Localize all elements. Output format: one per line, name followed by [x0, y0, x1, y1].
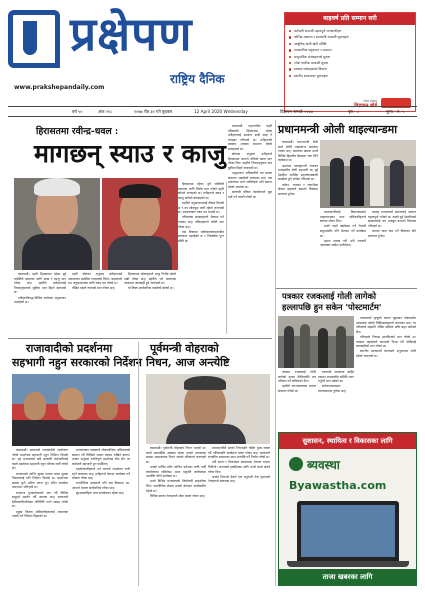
story3-text-col2: घटनाको सत्यतथ्य बाहिर ल्याउन उच्चस्तरीय समिति गठन गर्नुपर्ने माग उठेको छ। सरोकारवालाहरू घटनास्थलमा पुगेका छन्। [318, 370, 354, 393]
strip-reg: विज्ञापन सम्पर्क २०७४ [280, 109, 314, 114]
top-ad-item: आधुनिक बाली खेती प्रविधि [289, 41, 411, 47]
bottom-ad-logo-name: ब्यवस्था [307, 458, 340, 472]
masthead-title: प्रक्षेपण [70, 7, 193, 61]
story1-text-col4: काठमाडौं महानगरीय प्रहरी परिसरको हिरासतमा रहेका उनीहरूलाई सामान्य बन्दी सरह नै व्यवहार गरिएको छ। उनीहरूको स्वास्थ्य अवस्था सामान्य रहेको बताइएको छ। स्रोतका अनुसार उनीहरूले हिरासतमा आफ्नो रुचिको खाना माग गरेका थिए। प्रहरीले नियमअनुसार मात्र सुविधा दिइने जनाएको छ। अनुसन्धान अधिकारीले थप प्रमाण संकलन भइरहेको बताएका छन्। यस प्रकरणमा अन्य व्यक्तिहरू पनि संलग्न रहेको आशंका छ। सरकारी वकिल कार्यालयले मुद्दा दर्ता गर्ने तयारी गरेको छ। [228, 124, 272, 199]
bottom-ad[interactable] [278, 432, 417, 586]
story5-headline-line2[interactable]: निधन, आज अन्त्येष्टि [146, 356, 230, 369]
story4-photo [12, 374, 130, 446]
story5-photo [146, 374, 270, 444]
story5-text-col2: प्रधानमन्त्रीले उनको निधनप्रति गहिरो दुःख व्यक्त गर्दै परिवारप्रति समवेदना प्रकट गरेका छन्। सरकारले राजकीय सम्मानका साथ अन्त्येष्टि गर्ने निर्णय गरेको छ। उनी सरल र मिलनसार स्वभावका नेताका रूपमा चिनिन्थे। जनताको हकहितका लागि उनले लामो संघर्ष गरेका थिए। उनको निधनले देशले एक अनुभवी नेता गुमाएको नेताहरूले बताएका छन्। [208, 446, 270, 484]
top-ad-item: स्वास्थ्य संस्थाहरूको विवरण [289, 66, 411, 72]
masthead-website-link[interactable]: www.prakshepandaily.com [14, 84, 105, 91]
story1-headline[interactable]: मागछन् स्याउ र काजु [34, 139, 226, 168]
byawastha-logo-icon [289, 457, 303, 471]
laptop-icon [297, 501, 399, 565]
story4-headline-line1[interactable]: राजावादीको प्रदर्शनमा [26, 342, 113, 355]
story1-kicker: हिरासतमा रवीन्द्र-धवल : [36, 126, 119, 137]
top-ad-item: कर्मचारी सम्वन्धी महत्वपूर्ण जानकारीहरू [289, 28, 411, 34]
story5-text-col1: काठमाडौं। पूर्वमन्त्री वोहराको निधन भएको छ। लामो समयदेखि अस्वस्थ रहेका उनको उपचारका क्रममा अस्पतालमा निधन भएको परिवारले जनाएको छ। उनको पार्थिव शरीर अन्तिम दर्शनका लागि पार्टी कार्यालयमा राखिनेछ। आज पशुपति आर्यघाटमा अन्त्येष्टि गरिने कार्यक्रम छ। उनले विभिन्न मन्त्रालयको जिम्मेवारी सम्हालेका थिए। राजनीतिक क्षेत्रमा उनको योगदान उल्लेखनीय रहेको छ। विभिन्न दलका नेताहरूले शोक व्यक्त गरेका छन्। [146, 446, 206, 498]
top-ad-heading: बाइवर्ष प्रति सम्मान सरी [285, 13, 415, 25]
story3-text-col3: पत्रकारको मृत्युको कारण खुलाउन पोस्टमार्टम आवश्यक रहेको चिकित्सकहरूले बताएका छन्। तर परिवारले सहमति नदिँदा प्रक्रिया अघि बढ्न सकेको छैन। परिवारले निष्पक्ष छानबिनको माग गरेको छ। पत्रकार महासंघले घटनाको निन्दा गर्दै दोषीलाई कारबाहीको माग गरेको छ। स्थानीय प्रशासनले घटनाबारे अनुसन्धान जारी रहेको जनाएको छ। [356, 316, 416, 358]
top-ad-box[interactable] [284, 12, 416, 112]
top-ad-item: स्थानीय सरकारका सूचनाहरू [289, 73, 411, 79]
top-ad-footer-small: नेपाल सरकार [363, 99, 377, 103]
strip-nepali-date: २०७७ चैत्र ३० गते बुधबार [134, 109, 173, 114]
story2-text-col2: प्रधानमन्त्रीलाई विमानस्थलमा थाइल्यान्डका उच्च अधिकारीहरूले स्वागत गरेका थिए। उनले त्यहाँ बसोबास गर्ने नेपाली समुदायसँग पनि भेटघाट गर्ने कार्यक्रम छ। भ्रमण सम्पन्न गरी उनी आगामी आइतबार स्वदेश फर्कनेछन्। [320, 210, 366, 248]
top-ad-item: ज्येष्ठ नागरिक सम्बन्धी सूचना [289, 60, 411, 66]
story2-text-col1: काठमाडौं। प्रधानमन्त्री केपी शर्मा ओली थाइल्यान्ड भ्रमणमा गएका छन्। भ्रमणका क्रममा उनले विभिन्न द्विपक्षीय बैठकमा भाग लिने कार्यक्रम छ। भ्रमणमा परराष्ट्रमन्त्री लगायत उच्चस्तरीय टोली सहभागी छ। दुई देशबीच आर्थिक सहयोगसम्बन्धी सम्झौता हुने अपेक्षा गरिएको छ। पर्यटन, व्यापार र लगानीका क्षेत्रमा सहकार्य बढाउने विषयमा छलफल हुनेछ। [278, 140, 318, 196]
bottom-ad-footer: ताजा खबरका लागि [279, 569, 416, 585]
story1-text-col1: काठमाडौं। प्रहरी हिरासतमा रहेका दुई व्यक्तिले खानाका लागि स्याउ र काजु माग गरेका छन्। प्रहरीले उनीहरूलाई नियमानुसारको सुविधा मात्र दिइने बताएको छ। उनीहरूविरुद्ध विभिन्न आरोपमा अनुसन्धान भइरहेको छ। [14, 272, 66, 305]
story1-text-col3: हिरासतमा रहेका दुवै व्यक्तिले खानाका लागि विशेष माग गरेको प्रहरी स्रोतले जनाएको छ। उनीहरूले स्याउ र काजु मागेको बताइएको छ। प्रहरीले अनुसन्धानलाई तीव्रता दिएको छ र थप सोधपुछ जारी रहेको जनाएको छ। अदालतबाट म्याद थप भएको छ। परिवारका सदस्यहरूले भेटघाट गर्न पाएका छन्। वकिलहरूले धरौटी माग गरेका छन्। यस विषयमा सरोकारवालाहरूबीच छलफल भइरहेको छ र निष्कर्षमा पुग्न बाँकी छ। [178, 182, 224, 243]
newspaper-logo-icon [8, 10, 60, 68]
story3-headline-line1[interactable]: पत्रकार रजकलाई गोली लागेको [282, 291, 377, 301]
story4-text-col1: काठमाडौं। सरकारले राजावादीले आयोजना गरेको प्रदर्शनमा सहभागी नहुन निर्देशन दिएको छ। गृह मन्त्रालयले सबै सरकारी कर्मचारीलाई यस्तो प्रदर्शनमा सहभागी नहुन परिपत्र जारी गरेको हो। मन्त्रालयले शान्ति सुरक्षा कायम राख्न सुरक्षा निकायलाई पनि निर्देशन दिएको छ। प्रदर्शनका क्रममा कुनै अप्रिय घटना हुन नदिन सतर्कता अपनाउन भनिएको छ। राजतन्त्र पुनर्स्थापनाको माग गर्दै विभिन्न समूहले प्रदर्शन गर्दै आएका छन्। सरकारले संविधानविपरीतका गतिविधि नगर्न आग्रह गरेको छ। प्रमुख जिल्ला अधिकारीहरूलाई आवश्यक तयारी गर्न निर्देशन दिइएको छ। [12, 448, 68, 519]
story2-headline[interactable]: प्रधानमन्त्री ओली थाइल्यान्डमा [278, 123, 398, 136]
masthead-subtitle: राष्ट्रिय दैनिक [170, 72, 225, 86]
date-strip [8, 106, 417, 117]
story5-headline-line1[interactable]: पूर्वमन्त्री वोहराको [150, 342, 219, 355]
strip-price: मूल्य : रु. ५ [386, 109, 405, 114]
strip-issue: अंक २५८ [98, 109, 113, 114]
bottom-ad-url[interactable]: Byawastha.com [289, 479, 387, 492]
top-ad-footer-text: विज्ञापन बोर्ड [354, 103, 377, 109]
story2-text-col3: परराष्ट्र मन्त्रालयले भ्रमणलाई अत्यन्त महत्वपूर्ण भनेको छ। यसले दुई देशबीचको सम्बन्धलाई थप मजबुत बनाउने विश्वास गरिएको छ। व्यापार घाटा कम गर्ने विषयमा पनि छलफल हुनेछ। [368, 210, 416, 238]
strip-pages: पृष्ठ : ८ [348, 109, 360, 114]
story3-headline-line2[interactable]: हल्लापछि हुन सकेन 'पोस्टमार्टम' [282, 302, 382, 312]
story4-text-col2: मन्त्रालयका प्रवक्ताले लोकतान्त्रिक अधिकारको सम्मान गर्दै विधिको शासन कायम राखिने बताए। उनका अनुसार शान्तिपूर्ण प्रदर्शनमा रोक छैन तर कर्मचारी सहभागी हुन पाउँदैनन्। प्रदर्शनकारीहरूले भने आफ्नो आन्दोलन जारी रहने बताएका छन्। उनीहरूले देशभर कार्यक्रम गर्ने घोषणा गरेका छन्। राजनीतिक दलहरूले पनि यस विषयमा आ-आफ्नो धारणा सार्वजनिक गरेका छन्। सुरक्षाकर्मीहरू उच्च सतर्कतामा रहेका छन्। [72, 448, 130, 496]
story1-text-col2b: हिरासतमा रहेकाहरूले आफू निर्दोष रहेको दाबी गरेका छन्। प्रहरीले भने प्रमाणका आधारमा कारबाही हुने जनाएको छ। यो विषय सार्वजनिक चासोको बनेको छ। [124, 272, 176, 291]
story1-photo-right [102, 178, 178, 270]
top-ad-item: कोभिड संक्रमण र सावधानी सम्बन्धी सुचनाहरू [289, 34, 411, 40]
story3-text-col1: पत्रकार रजकलाई गोली लागेको हल्ला फैलिएपछि शव परीक्षण गर्न सकिएको छैन। प्रहरीले घटनास्थलबाट प्रमाण संकलन गरेको छ। [278, 370, 316, 393]
strip-english-date: 12 April 2020 Wednesday [194, 109, 248, 114]
bottom-ad-banner: सुशासन, स्थायित्व र विकासका लागि [279, 433, 416, 449]
story1-photo-left [14, 178, 100, 270]
story3-photo [278, 316, 354, 368]
strip-year: वर्ष ५० [72, 109, 83, 114]
top-ad-list [289, 28, 411, 79]
story2-photo [320, 140, 416, 208]
top-ad-item: व्यवसायिक पशुपालन र उत्पादन [289, 47, 411, 53]
top-ad-item: सामुदायिक संस्थाहरूको सूचना [289, 54, 411, 60]
story4-headline-line2[interactable]: सहभागी नहुन सरकारको निर्देशन [12, 356, 142, 369]
story1-text-col2: प्रहरी स्रोतका अनुसार उनीहरूलाई अदालतमा उपस्थित गराइएको थियो। अदालतले थप अनुसन्धानका लागि म्याद थप गरेको छ। पीडित पक्षले न्यायको माग गरेका छन्। [68, 272, 122, 291]
